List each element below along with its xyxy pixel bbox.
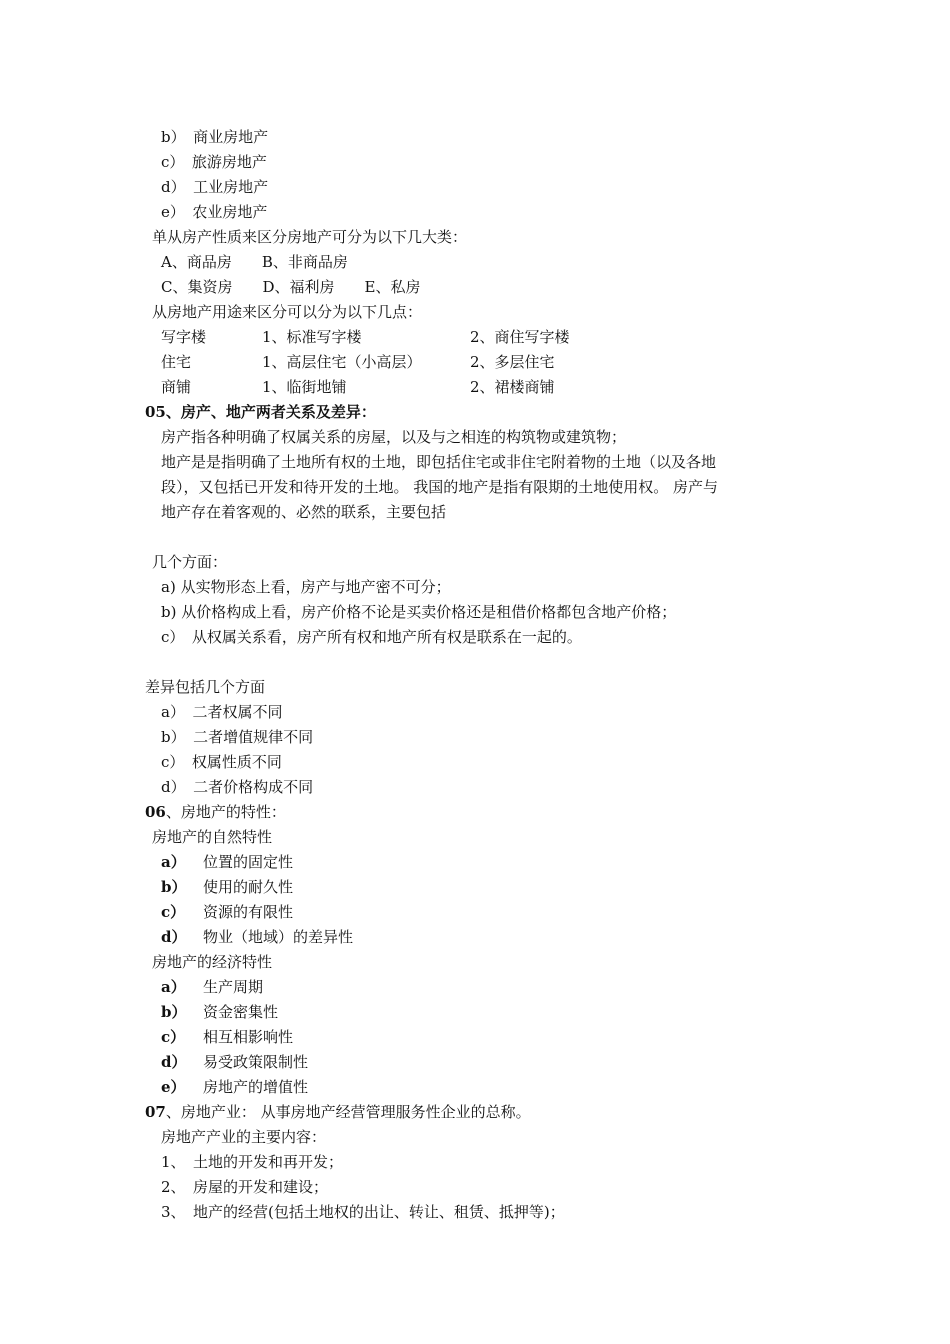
natural-item-d-marker: d） [161,928,187,946]
natural-item-a: 位置的固定性 [203,853,294,871]
paragraph-categories-2: C、集资房 D、福利房 E、私房 [161,278,421,296]
section-title-07: 、房地产业： 从事房地产经营管理服务性企业的总称。 [165,1103,531,1121]
usage-type-shop: 商铺 [161,378,192,396]
usage-type-residential: 住宅 [161,353,192,371]
paragraph-industry-content: 房地产产业的主要内容： [161,1128,327,1146]
paragraph-aspects: 几个方面： [152,553,228,571]
paragraph-property-nature: 单从房产性质来区分房地产可分为以下几大类： [152,228,468,246]
usage-residential-1: 1、高层住宅（小高层） [262,353,422,371]
relation-item-b: b) 从价格构成上看，房产价格不论是买卖价格还是租借价格都包含地产价格； [161,603,677,621]
industry-item-1: 1、 土地的开发和再开发； [161,1153,344,1171]
paragraph-differences: 差异包括几个方面 [145,678,266,696]
section-title-06: 、房地产的特性： [165,803,286,821]
difference-item-b: b） 二者增值规律不同 [161,728,314,746]
economic-item-d: 易受政策限制性 [203,1053,309,1071]
list-item-c-tourism: c） 旅游房地产 [161,153,267,171]
usage-shop-2: 2、裙楼商铺 [470,378,555,396]
difference-item-a: a） 二者权属不同 [161,703,283,721]
paragraph-land-3: 地产存在着客观的、必然的联系，主要包括 [161,503,447,521]
economic-item-b: 资金密集性 [203,1003,279,1021]
paragraph-land-2: 段），又包括已开发和待开发的土地。 我国的地产是指有限期的土地使用权。 房产与 [161,478,719,496]
list-item-b-commercial: b） 商业房地产 [161,128,269,146]
economic-item-a-marker: a） [161,978,186,996]
usage-office-2: 2、商住写字楼 [470,328,570,346]
economic-item-e-marker: e） [161,1078,186,1096]
difference-item-c: c） 权属性质不同 [161,753,282,771]
economic-item-b-marker: b） [161,1003,187,1021]
usage-office-1: 1、标准写字楼 [262,328,362,346]
relation-item-c: c） 从权属关系看，房产所有权和地产所有权是联系在一起的。 [161,628,582,646]
section-number-07: 07 [145,1103,166,1121]
industry-item-3: 3、 地产的经营(包括土地权的出让、转让、租赁、抵押等)； [161,1203,565,1221]
usage-shop-1: 1、临街地铺 [262,378,347,396]
section-heading-05: 05、房产、地产两者关系及差异： [145,403,376,421]
natural-item-c: 资源的有限性 [203,903,294,921]
natural-item-b-marker: b） [161,878,187,896]
economic-item-e: 房地产的增值性 [203,1078,309,1096]
economic-item-d-marker: d） [161,1053,187,1071]
industry-item-2: 2、 房屋的开发和建设； [161,1178,329,1196]
natural-item-c-marker: c） [161,903,186,921]
usage-residential-2: 2、多层住宅 [470,353,555,371]
paragraph-real-estate: 房产指各种明确了权属关系的房屋，以及与之相连的构筑物或建筑物； [161,428,627,446]
paragraph-economic-traits: 房地产的经济特性 [152,953,273,971]
natural-item-a-marker: a） [161,853,186,871]
economic-item-a: 生产周期 [203,978,264,996]
natural-item-b: 使用的耐久性 [203,878,294,896]
paragraph-categories-1: A、商品房 B、非商品房 [161,253,348,271]
paragraph-land-1: 地产是是指明确了土地所有权的土地，即包括住宅或非住宅附着物的土地（以及各地 [161,453,717,471]
economic-item-c: 相互相影响性 [203,1028,294,1046]
list-item-e-agricultural: e） 农业房地产 [161,203,268,221]
natural-item-d: 物业（地域）的差异性 [203,928,354,946]
section-heading-06 [145,802,286,822]
economic-item-c-marker: c） [161,1028,186,1046]
section-number-06: 06 [145,803,166,821]
difference-item-d: d） 二者价格构成不同 [161,778,314,796]
section-heading-07 [145,1102,531,1122]
paragraph-usage: 从房地产用途来区分可以分为以下几点： [152,303,423,321]
list-item-d-industrial: d） 工业房地产 [161,178,269,196]
relation-item-a: a) 从实物形态上看，房产与地产密不可分； [161,578,451,596]
usage-type-office: 写字楼 [161,328,207,346]
paragraph-natural-traits: 房地产的自然特性 [152,828,273,846]
